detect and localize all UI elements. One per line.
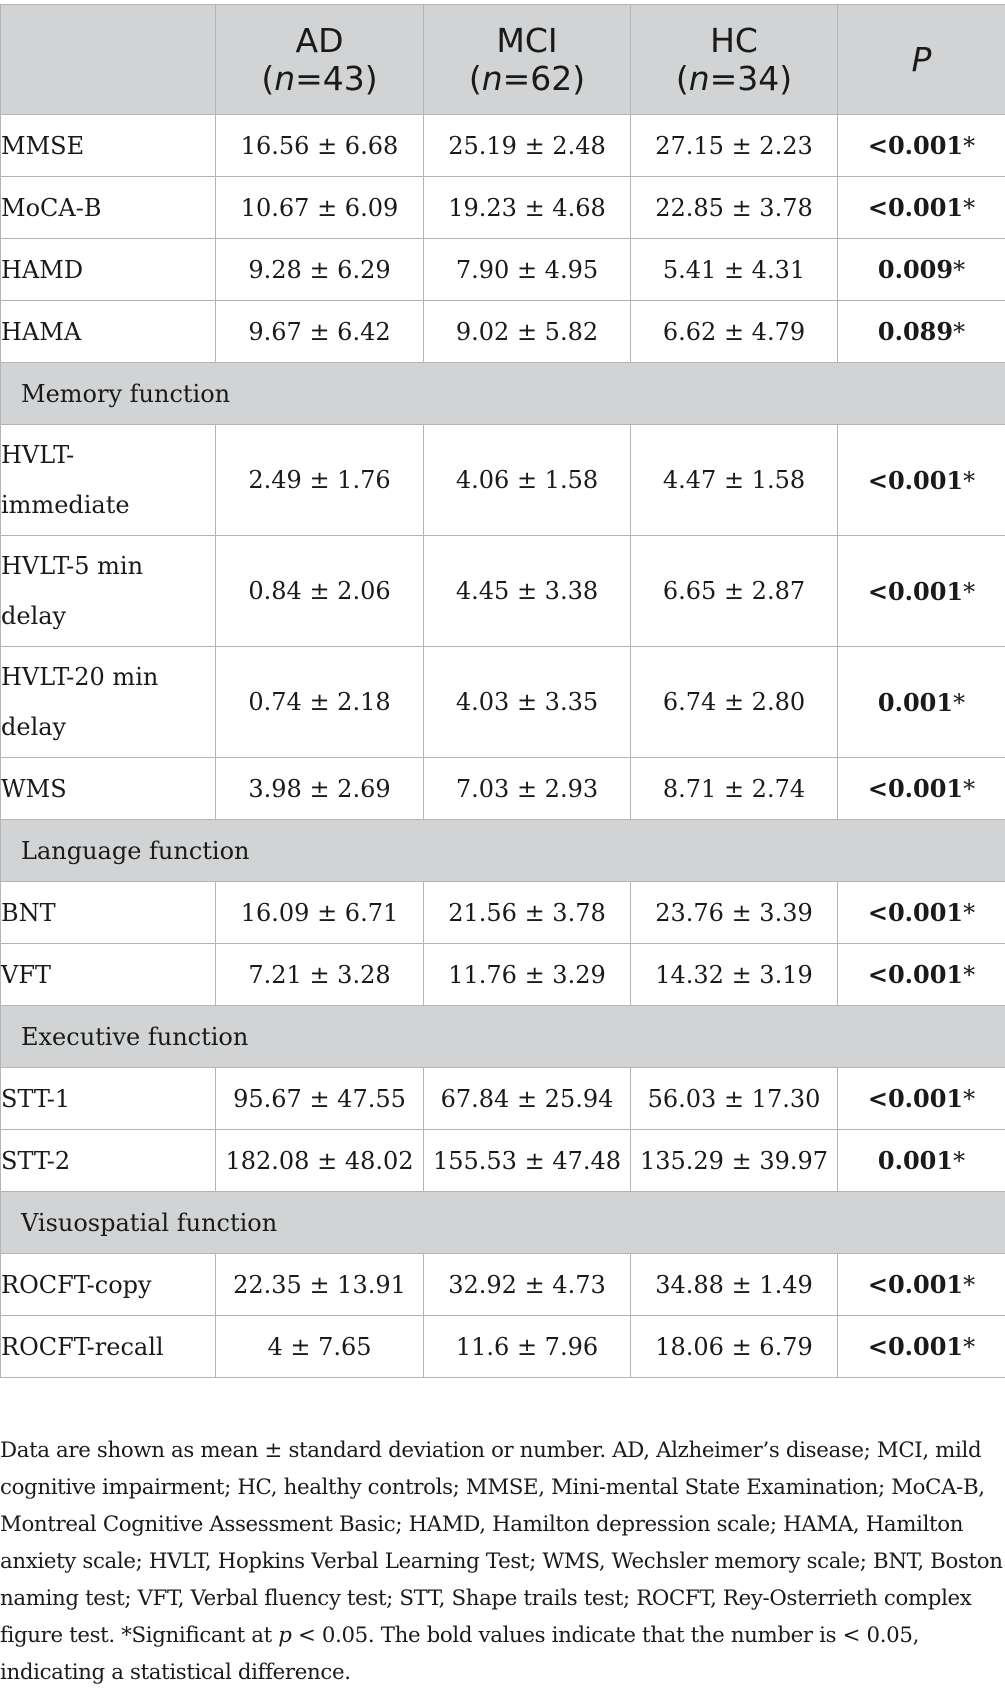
cell-p: 0.009* (838, 239, 1005, 301)
cell-ad: 2.49 ± 1.76 (216, 425, 424, 536)
cell-hc: 8.71 ± 2.74 (631, 758, 838, 820)
data-table (0, 4, 1005, 1378)
row-label: HAMD (1, 239, 216, 301)
table-row (1, 758, 1005, 820)
row-label: STT-2 (1, 1130, 216, 1192)
row-label: ROCFT-recall (1, 1316, 216, 1378)
table-row (1, 1068, 1005, 1130)
row-label: MMSE (1, 115, 216, 177)
row-label: BNT (1, 882, 216, 944)
cell-mci: 25.19 ± 2.48 (424, 115, 631, 177)
section-row (1, 1192, 1005, 1254)
cell-mci: 4.03 ± 3.35 (424, 647, 631, 758)
table-row (1, 1130, 1005, 1192)
table-row (1, 425, 1005, 536)
row-label: HVLT- immediate (1, 425, 216, 536)
cell-ad: 9.28 ± 6.29 (216, 239, 424, 301)
cell-p: <0.001* (838, 177, 1005, 239)
table-row (1, 239, 1005, 301)
table-row (1, 115, 1005, 177)
cell-hc: 27.15 ± 2.23 (631, 115, 838, 177)
cell-p: 0.089* (838, 301, 1005, 363)
cell-ad: 182.08 ± 48.02 (216, 1130, 424, 1192)
cell-ad: 4 ± 7.65 (216, 1316, 424, 1378)
cell-mci: 4.45 ± 3.38 (424, 536, 631, 647)
cell-ad: 7.21 ± 3.28 (216, 944, 424, 1006)
table-row (1, 647, 1005, 758)
section-label: Language function (1, 820, 1005, 882)
cell-ad: 9.67 ± 6.42 (216, 301, 424, 363)
row-label: HVLT-20 min delay (1, 647, 216, 758)
section-row (1, 363, 1005, 425)
cell-p: <0.001* (838, 882, 1005, 944)
cell-ad: 3.98 ± 2.69 (216, 758, 424, 820)
cell-p: <0.001* (838, 1254, 1005, 1316)
cell-mci: 11.6 ± 7.96 (424, 1316, 631, 1378)
table-row (1, 301, 1005, 363)
cell-hc: 23.76 ± 3.39 (631, 882, 838, 944)
section-row (1, 1006, 1005, 1068)
cell-hc: 5.41 ± 4.31 (631, 239, 838, 301)
cell-mci: 19.23 ± 4.68 (424, 177, 631, 239)
cell-hc: 6.65 ± 2.87 (631, 536, 838, 647)
cell-hc: 56.03 ± 17.30 (631, 1068, 838, 1130)
cell-hc: 14.32 ± 3.19 (631, 944, 838, 1006)
row-label: VFT (1, 944, 216, 1006)
cell-ad: 22.35 ± 13.91 (216, 1254, 424, 1316)
cell-hc: 6.74 ± 2.80 (631, 647, 838, 758)
cell-hc: 4.47 ± 1.58 (631, 425, 838, 536)
cell-p: <0.001* (838, 115, 1005, 177)
table-row (1, 882, 1005, 944)
section-label: Visuospatial function (1, 1192, 1005, 1254)
cell-hc: 34.88 ± 1.49 (631, 1254, 838, 1316)
cell-p: <0.001* (838, 536, 1005, 647)
cell-p: <0.001* (838, 425, 1005, 536)
cell-p: <0.001* (838, 1068, 1005, 1130)
cell-hc: 18.06 ± 6.79 (631, 1316, 838, 1378)
row-label: STT-1 (1, 1068, 216, 1130)
footnote: Data are shown as mean ± standard deviation or number. AD, Alzheimer’s disease; MCI, mild cognitive impairment; HC, healthy controls; MMSE, Mini-mental State Examination; MoCA-B, Montreal Cognitive Assessment Basic; HAMD, Hamilton depression scale; HAMA, Hamilton anxiety scale; HVLT, Hopkins Verbal Learning Test; WMS, Wechsler memory scale; BNT, Boston naming test; VFT, Verbal fluency test; STT, Shape trails test; ROCFT, Rey-Osterrieth complex figure test. *Significant at p < 0.05. The bold values indicate that the number is < 0.05, indicating a statistical difference. (0, 1438, 1003, 1685)
row-label: ROCFT-copy (1, 1254, 216, 1316)
section-label: Executive function (1, 1006, 1005, 1068)
header-hc: HC (n=34) (631, 5, 838, 115)
header-mci: MCI (n=62) (424, 5, 631, 115)
header-row (1, 5, 1005, 115)
cell-mci: 21.56 ± 3.78 (424, 882, 631, 944)
cell-mci: 32.92 ± 4.73 (424, 1254, 631, 1316)
header-blank (1, 5, 216, 115)
cell-ad: 10.67 ± 6.09 (216, 177, 424, 239)
cell-mci: 67.84 ± 25.94 (424, 1068, 631, 1130)
header-ad: AD (n=43) (216, 5, 424, 115)
cell-ad: 0.74 ± 2.18 (216, 647, 424, 758)
cell-p: 0.001* (838, 1130, 1005, 1192)
table-row (1, 944, 1005, 1006)
cell-mci: 155.53 ± 47.48 (424, 1130, 631, 1192)
cell-p: <0.001* (838, 758, 1005, 820)
table-row (1, 1254, 1005, 1316)
table-row (1, 536, 1005, 647)
cell-hc: 22.85 ± 3.78 (631, 177, 838, 239)
cell-p: 0.001* (838, 647, 1005, 758)
row-label: HVLT-5 min delay (1, 536, 216, 647)
cell-ad: 95.67 ± 47.55 (216, 1068, 424, 1130)
row-label: WMS (1, 758, 216, 820)
cell-p: <0.001* (838, 944, 1005, 1006)
cell-ad: 16.56 ± 6.68 (216, 115, 424, 177)
section-row (1, 820, 1005, 882)
row-label: HAMA (1, 301, 216, 363)
cell-mci: 4.06 ± 1.58 (424, 425, 631, 536)
cell-mci: 11.76 ± 3.29 (424, 944, 631, 1006)
cell-ad: 0.84 ± 2.06 (216, 536, 424, 647)
header-p: P (838, 5, 1005, 115)
cell-hc: 135.29 ± 39.97 (631, 1130, 838, 1192)
cell-hc: 6.62 ± 4.79 (631, 301, 838, 363)
table-row (1, 177, 1005, 239)
cell-mci: 7.90 ± 4.95 (424, 239, 631, 301)
cell-mci: 9.02 ± 5.82 (424, 301, 631, 363)
row-label: MoCA-B (1, 177, 216, 239)
table-row (1, 1316, 1005, 1378)
table-body (1, 115, 1005, 1378)
cell-p: <0.001* (838, 1316, 1005, 1378)
cell-mci: 7.03 ± 2.93 (424, 758, 631, 820)
section-label: Memory function (1, 363, 1005, 425)
cell-ad: 16.09 ± 6.71 (216, 882, 424, 944)
